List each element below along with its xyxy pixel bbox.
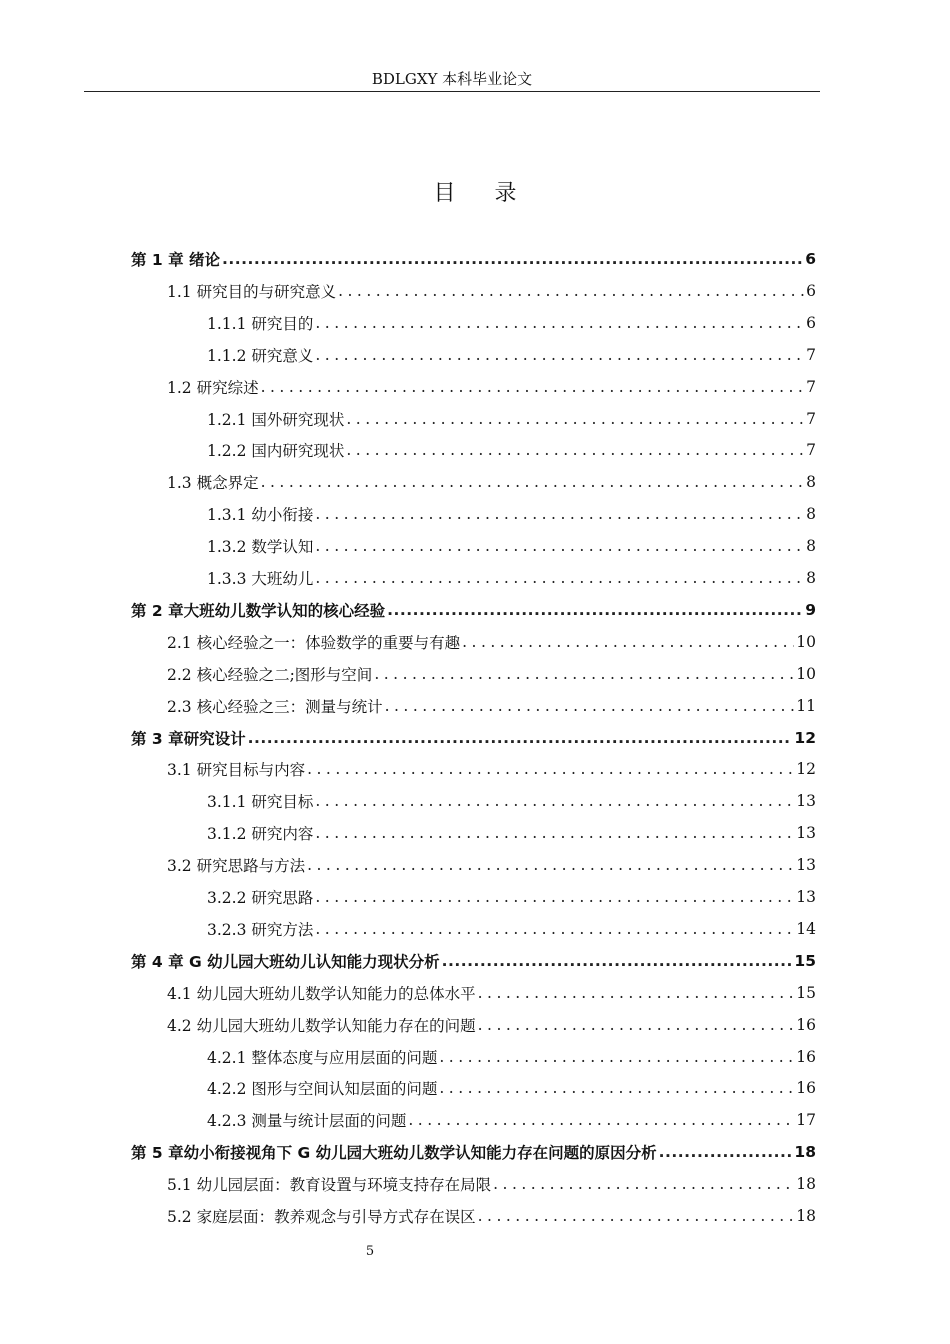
toc-entry-title: 3.1 研究目标与内容: [167, 761, 306, 780]
toc-entry-page: 8: [806, 537, 816, 556]
toc-dot-leader: [315, 792, 794, 810]
toc-entry-title: 2.2 核心经验之二;图形与空间: [167, 665, 373, 684]
toc-entry[interactable]: [131, 594, 816, 626]
toc-entry[interactable]: [207, 498, 816, 530]
toc-entry-page: 18: [794, 1143, 816, 1162]
toc-entry[interactable]: [167, 275, 816, 307]
toc-entry[interactable]: [167, 371, 816, 403]
toc-entry-title: 1.3 概念界定: [167, 474, 259, 493]
toc-dot-leader: [659, 1143, 793, 1161]
toc-entry[interactable]: [167, 466, 816, 498]
toc-dot-leader: [442, 952, 793, 970]
toc-entry-page: 6: [806, 313, 816, 332]
toc-entry-title: 1.2.2 国内研究现状: [207, 442, 345, 461]
header-rule: [84, 91, 820, 92]
toc-dot-leader: [408, 1111, 794, 1129]
toc-entry-page: 18: [796, 1175, 816, 1194]
toc-entry-title: 1.1.2 研究意义: [207, 346, 314, 365]
toc-entry-page: 17: [796, 1111, 816, 1130]
toc-dot-leader: [315, 920, 794, 938]
toc-entry-title: 1.3.1 幼小衔接: [207, 506, 314, 525]
toc-entry-title: 1.3.3 大班幼儿: [207, 570, 314, 588]
toc-entry[interactable]: [207, 530, 816, 562]
toc-entry-title: 2.1 核心经验之一：体验数学的重要与有趣: [167, 633, 461, 652]
toc-dot-leader: [478, 1207, 795, 1225]
toc-dot-leader: [478, 1016, 795, 1034]
toc-dot-leader: [248, 729, 793, 747]
toc-entry-page: 13: [796, 792, 816, 811]
toc-dot-leader: [315, 888, 794, 906]
toc-title: 目 录: [433, 181, 533, 206]
toc-entry-page: 7: [806, 345, 816, 364]
toc-entry-page: 6: [806, 281, 816, 300]
toc-entry-page: 11: [796, 696, 816, 715]
toc-entry-page: 9: [805, 600, 816, 619]
toc-entry[interactable]: [131, 722, 816, 754]
toc-entry-title: 5.1 幼儿园层面：教育设置与环境支持存在局限: [167, 1176, 492, 1195]
toc-entry[interactable]: [131, 1136, 816, 1168]
toc-entry[interactable]: [207, 817, 816, 849]
toc-dot-leader: [439, 1079, 794, 1097]
toc-entry[interactable]: [207, 562, 816, 594]
toc-dot-leader: [315, 824, 794, 842]
toc-dot-leader: [374, 665, 794, 683]
toc-entry-title: 4.2.1 整体态度与应用层面的问题: [207, 1048, 438, 1067]
toc-entry-title: 2.3 核心经验之三：测量与统计: [167, 697, 383, 716]
toc-entry[interactable]: [207, 1041, 816, 1073]
toc-dot-leader: [261, 378, 805, 396]
toc-entry[interactable]: [131, 945, 816, 977]
toc-entry-title: 4.2.3 测量与统计层面的问题: [207, 1112, 407, 1131]
toc-dot-leader: [346, 441, 804, 459]
toc-entry-page: 13: [796, 856, 816, 875]
toc-entry-title: 5.2 家庭层面：教养观念与引导方式存在误区: [167, 1208, 476, 1226]
toc-entry[interactable]: [167, 1009, 816, 1041]
toc-dot-leader: [315, 314, 804, 332]
toc-entry-page: 6: [805, 250, 816, 268]
toc-entry-title: 4.1 幼儿园大班幼儿数学认知能力的总体水平: [167, 984, 476, 1003]
toc-dot-leader: [315, 537, 804, 555]
toc-entry-title: 4.2 幼儿园大班幼儿数学认知能力存在的问题: [167, 1016, 476, 1035]
toc-entry-page: 15: [794, 951, 816, 970]
toc-entry-title: 1.1.1 研究目的: [207, 314, 314, 333]
toc-entry[interactable]: [207, 339, 816, 371]
toc-entry[interactable]: [207, 403, 816, 435]
toc-entry-page: 8: [806, 505, 816, 524]
toc-dot-leader: [307, 856, 794, 874]
toc-entry[interactable]: [207, 307, 816, 339]
toc-entry[interactable]: [167, 753, 816, 785]
toc-dot-leader: [385, 697, 795, 715]
toc-entry-title: 3.1.2 研究内容: [207, 825, 314, 844]
toc-dot-leader: [338, 282, 804, 300]
toc-entry-title: 1.2 研究综述: [167, 378, 259, 397]
toc-entry-page: 7: [806, 377, 816, 396]
toc-entry[interactable]: [207, 881, 816, 913]
toc-entry[interactable]: [167, 658, 816, 690]
toc-entry[interactable]: [167, 626, 816, 658]
toc-entry-page: 12: [796, 760, 816, 779]
toc-entry-title: 3.2.3 研究方法: [207, 920, 314, 939]
toc-entry-title: 第 5 章幼小衔接视角下 G 幼儿园大班幼儿数学认知能力存在问题的原因分析: [131, 1144, 657, 1163]
toc-entry-title: 3.2.2 研究思路: [207, 889, 314, 907]
toc-entry-page: 12: [794, 728, 816, 747]
toc-entry-title: 3.1.1 研究目标: [207, 793, 314, 812]
toc-entry-title: 3.2 研究思路与方法: [167, 857, 306, 876]
toc-entry-page: 16: [796, 1079, 816, 1098]
toc-entry-page: 16: [796, 1015, 816, 1034]
toc-entry[interactable]: [131, 243, 816, 275]
toc-entry-title: 第 1 章 绪论: [131, 251, 220, 269]
toc-dot-leader: [315, 569, 804, 587]
page-number: 5: [365, 1244, 375, 1259]
toc-entry-page: 13: [796, 888, 816, 906]
toc-entry-title: 1.3.2 数学认知: [207, 538, 314, 557]
toc-dot-leader: [346, 410, 804, 428]
toc-entry-title: 第 3 章研究设计: [131, 729, 246, 748]
toc-entry[interactable]: [167, 1168, 816, 1200]
toc-entry-page: 13: [796, 824, 816, 843]
toc-entry-page: 10: [796, 664, 816, 683]
toc-entry-page: 7: [806, 409, 816, 428]
toc-entry-page: 8: [806, 473, 816, 492]
toc-dot-leader: [439, 1048, 794, 1066]
toc-entry[interactable]: [167, 977, 816, 1009]
toc-dot-leader: [261, 473, 805, 491]
toc-entry[interactable]: [207, 434, 816, 466]
toc-entry-title: 第 2 章大班幼儿数学认知的核心经验: [131, 601, 386, 620]
toc-entry[interactable]: [167, 690, 816, 722]
toc-entry-title: 1.2.1 国外研究现状: [207, 410, 345, 429]
toc-entry-page: 10: [796, 632, 816, 651]
toc-dot-leader: [493, 1175, 794, 1193]
toc-entry-page: 16: [796, 1047, 816, 1066]
toc-entry[interactable]: [167, 849, 816, 881]
toc-dot-leader: [478, 984, 795, 1002]
toc-entry-page: 7: [806, 441, 816, 460]
toc-entry-title: 第 4 章 G 幼儿园大班幼儿认知能力现状分析: [131, 952, 440, 971]
toc-dot-leader: [387, 601, 803, 619]
toc-entry-page: 15: [796, 983, 816, 1002]
toc-entry-page: 18: [796, 1207, 816, 1225]
toc-entry[interactable]: [207, 913, 816, 945]
toc-dot-leader: [315, 346, 804, 364]
toc-entry[interactable]: [167, 1200, 816, 1232]
toc-entry-title: 4.2.2 图形与空间认知层面的问题: [207, 1080, 438, 1099]
toc-entry[interactable]: [207, 1104, 816, 1136]
toc-entry[interactable]: [207, 1072, 816, 1104]
toc-dot-leader: [462, 633, 794, 651]
toc-dot-leader: [315, 505, 804, 523]
toc-entry-page: 8: [806, 569, 816, 587]
page-header: BDLGXY 本科毕业论文: [371, 70, 533, 88]
toc-dot-leader: [222, 250, 803, 268]
toc-dot-leader: [307, 760, 794, 778]
toc-entry[interactable]: [207, 785, 816, 817]
toc-entry-page: 14: [796, 919, 816, 938]
toc-entry-title: 1.1 研究目的与研究意义: [167, 282, 337, 301]
